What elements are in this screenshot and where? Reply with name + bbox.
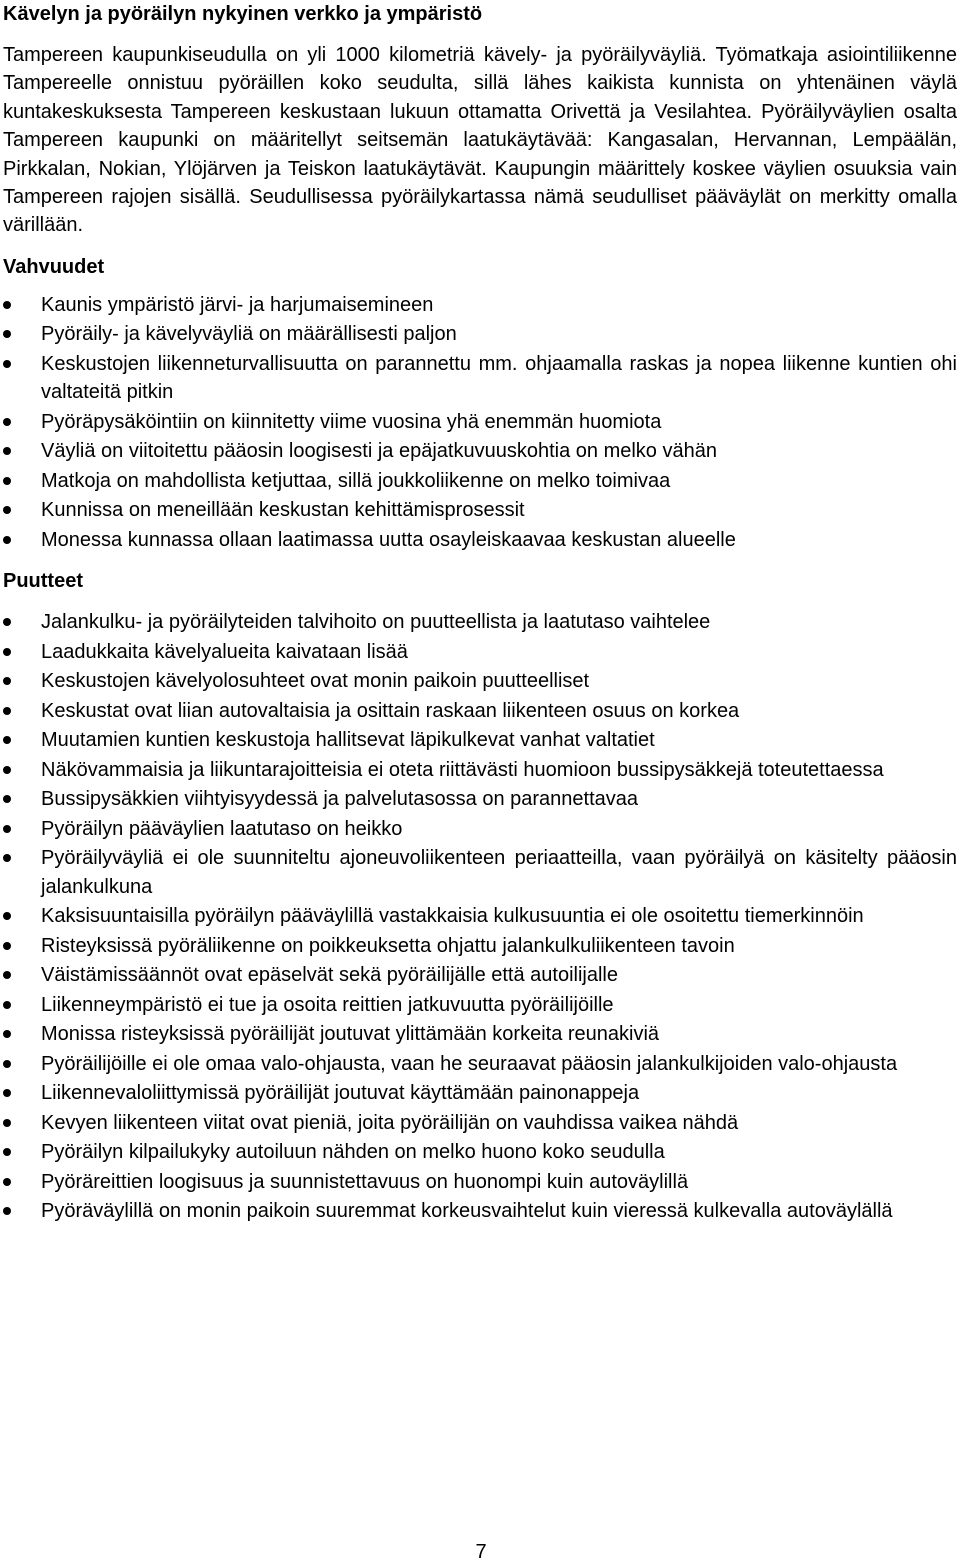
list-item-text: Kevyen liikenteen viitat ovat pieniä, joita pyöräilijän on vauhdissa vaikea nähdä	[41, 1111, 739, 1134]
list-item-text: Keskustojen liikenneturvallisuutta on parannettu mm. ohjaamalla raskas ja nopea liikenne kuntien ohi valtateitä pitkin	[41, 352, 957, 404]
list-item-text: Pyöräpysäköintiin on kiinnitetty viime vuosina yhä enemmän huomiota	[41, 410, 662, 433]
bullet-dot-icon	[3, 618, 11, 626]
list-item	[3, 756, 957, 784]
bullet-dot-icon	[3, 854, 11, 862]
strengths-list	[3, 291, 957, 554]
bullet-dot-icon	[3, 942, 11, 950]
list-item-text: Väistämissäännöt ovat epäselvät sekä pyöräilijälle että autoilijalle	[41, 964, 618, 987]
bullet-dot-icon	[3, 330, 11, 338]
list-item	[3, 437, 957, 465]
list-item	[3, 1197, 957, 1225]
list-item	[3, 667, 957, 695]
bullet-dot-icon	[3, 536, 11, 544]
list-item	[3, 902, 957, 930]
weaknesses-list	[3, 608, 957, 1225]
list-item	[3, 350, 957, 407]
list-item-text: Pyöräily- ja kävelyväyliä on määrällisesti paljon	[41, 323, 457, 346]
bullet-dot-icon	[3, 795, 11, 803]
list-item	[3, 1109, 957, 1137]
list-item	[3, 961, 957, 989]
list-item	[3, 467, 957, 495]
list-item	[3, 1079, 957, 1107]
list-item	[3, 638, 957, 666]
bullet-dot-icon	[3, 1119, 11, 1127]
list-item	[3, 991, 957, 1019]
list-item-text: Kunnissa on meneillään keskustan kehittämisprosessit	[41, 499, 525, 522]
list-item	[3, 932, 957, 960]
list-item-text: Pyöräreittien loogisuus ja suunnistettavuus on huonompi kuin autoväylillä	[41, 1170, 689, 1193]
bullet-dot-icon	[3, 912, 11, 920]
bullet-dot-icon	[3, 971, 11, 979]
list-item	[3, 291, 957, 319]
list-item-text: Väyliä on viitoitettu pääosin loogisesti ja epäjatkuvuuskohtia on melko vähän	[41, 440, 717, 463]
list-item-text: Jalankulku- ja pyöräilyteiden talvihoito on puutteellista ja laatutaso vaihtelee	[41, 611, 711, 634]
list-item	[3, 608, 957, 636]
list-item-text: Laadukkaita kävelyalueita kaivataan lisää	[41, 640, 408, 663]
bullet-dot-icon	[3, 1001, 11, 1009]
weaknesses-heading: Puutteet	[3, 570, 83, 593]
list-item-text: Kaksisuuntaisilla pyöräilyn pääväylillä vastakkaisia kulkusuuntia ei ole osoitettu tiemerkinnöin	[41, 905, 864, 928]
list-item	[3, 785, 957, 813]
list-item-text: Pyöräilijöille ei ole omaa valo-ohjausta, vaan he seuraavat pääosin jalankulkijoiden valo-ohjausta	[41, 1052, 898, 1075]
bullet-dot-icon	[3, 1089, 11, 1097]
list-item-text: Pyöräilyn kilpailukyky autoiluun nähden on melko huono koko seudulla	[41, 1141, 665, 1164]
list-item-text: Pyöräväylillä on monin paikoin suuremmat korkeusvaihtelut kuin vieressä kulkevalla autoväylällä	[41, 1200, 893, 1223]
list-item-text: Matkoja on mahdollista ketjuttaa, sillä joukkoliikenne on melko toimivaa	[41, 469, 671, 492]
bullet-dot-icon	[3, 677, 11, 685]
list-item-text: Pyöräilyn pääväylien laatutaso on heikko	[41, 817, 403, 840]
list-item-text: Risteyksissä pyöräliikenne on poikkeuksetta ohjattu jalankulkuliikenteen tavoin	[41, 934, 735, 957]
list-item-text: Liikenneympäristö ei tue ja osoita reittien jatkuvuutta pyöräilijöille	[41, 993, 614, 1016]
list-item-text: Bussipysäkkien viihtyisyydessä ja palvelutasossa on parannettavaa	[41, 788, 639, 811]
bullet-dot-icon	[3, 1148, 11, 1156]
list-item	[3, 320, 957, 348]
bullet-dot-icon	[3, 360, 11, 368]
list-item	[3, 726, 957, 754]
bullet-dot-icon	[3, 825, 11, 833]
bullet-dot-icon	[3, 477, 11, 485]
list-item	[3, 1050, 957, 1078]
bullet-dot-icon	[3, 447, 11, 455]
list-item	[3, 697, 957, 725]
bullet-dot-icon	[3, 766, 11, 774]
list-item	[3, 526, 957, 554]
list-item	[3, 844, 957, 901]
intro-paragraph: Tampereen kaupunkiseudulla on yli 1000 kilometriä kävely- ja pyöräilyväyliä. Työmatkaja asiointiliikenne Tampereelle onnistuu pyöräillen koko seudulta, sillä lähes kaikista kunnista on yhtenäinen väylä kuntakeskuksesta Tampereen keskustaan lukuun ottamatta Orivettä ja Vesilahtea. Pyöräilyväylien osalta Tampereen kaupunki on määritellyt seitsemän laatukäytävää: Kangasalan, Hervannan, Lempäälän, Pirkkalan, Nokian, Ylöjärven ja Teiskon laatukäytävät. Kaupungin määrittely koskee väylien osuuksia vain Tampereen rajojen sisällä. Seudullisessa pyöräilykartassa nämä seudulliset pääväylät on merkitty omalla värillään.	[3, 44, 957, 237]
bullet-dot-icon	[3, 736, 11, 744]
list-item-text: Pyöräilyväyliä ei ole suunniteltu ajoneuvoliikenteen periaatteilla, vaan pyöräilyä on käsitelty pääosin jalankulkuna	[41, 847, 957, 898]
list-item-text: Monissa risteyksissä pyöräilijät joutuvat ylittämään korkeita reunakiviä	[41, 1023, 660, 1046]
list-item-text: Muutamien kuntien keskustoja hallitsevat läpikulkevat vanhat valtatiet	[41, 729, 655, 752]
list-item-text: Keskustat ovat liian autovaltaisia ja osittain raskaan liikenteen osuus on korkea	[41, 699, 740, 722]
list-item	[3, 1020, 957, 1048]
page-number: 7	[475, 1541, 487, 1563]
bullet-dot-icon	[3, 1207, 11, 1215]
bullet-dot-icon	[3, 707, 11, 715]
bullet-dot-icon	[3, 418, 11, 426]
list-item	[3, 815, 957, 843]
strengths-heading: Vahvuudet	[3, 255, 105, 278]
list-item	[3, 496, 957, 524]
list-item	[3, 408, 957, 436]
list-item-text: Kaunis ympäristö järvi- ja harjumaisemineen	[41, 293, 434, 316]
list-item	[3, 1138, 957, 1166]
bullet-dot-icon	[3, 1030, 11, 1038]
bullet-dot-icon	[3, 1060, 11, 1068]
list-item	[3, 1168, 957, 1196]
list-item-text: Monessa kunnassa ollaan laatimassa uutta osayleiskaavaa keskustan alueelle	[41, 528, 736, 551]
bullet-dot-icon	[3, 1178, 11, 1186]
bullet-dot-icon	[3, 301, 11, 309]
list-item-text: Liikennevaloliittymissä pyöräilijät joutuvat käyttämään painonappeja	[41, 1082, 640, 1105]
bullet-dot-icon	[3, 506, 11, 514]
list-item-text: Näkövammaisia ja liikuntarajoitteisia ei oteta riittävästi huomioon bussipysäkkejä toteutettaessa	[41, 758, 884, 781]
document-page	[3, 0, 957, 1227]
list-item-text: Keskustojen kävelyolosuhteet ovat monin paikoin puutteelliset	[41, 670, 590, 693]
bullet-dot-icon	[3, 648, 11, 656]
page-title: Kävelyn ja pyöräilyn nykyinen verkko ja ympäristö	[3, 3, 483, 25]
